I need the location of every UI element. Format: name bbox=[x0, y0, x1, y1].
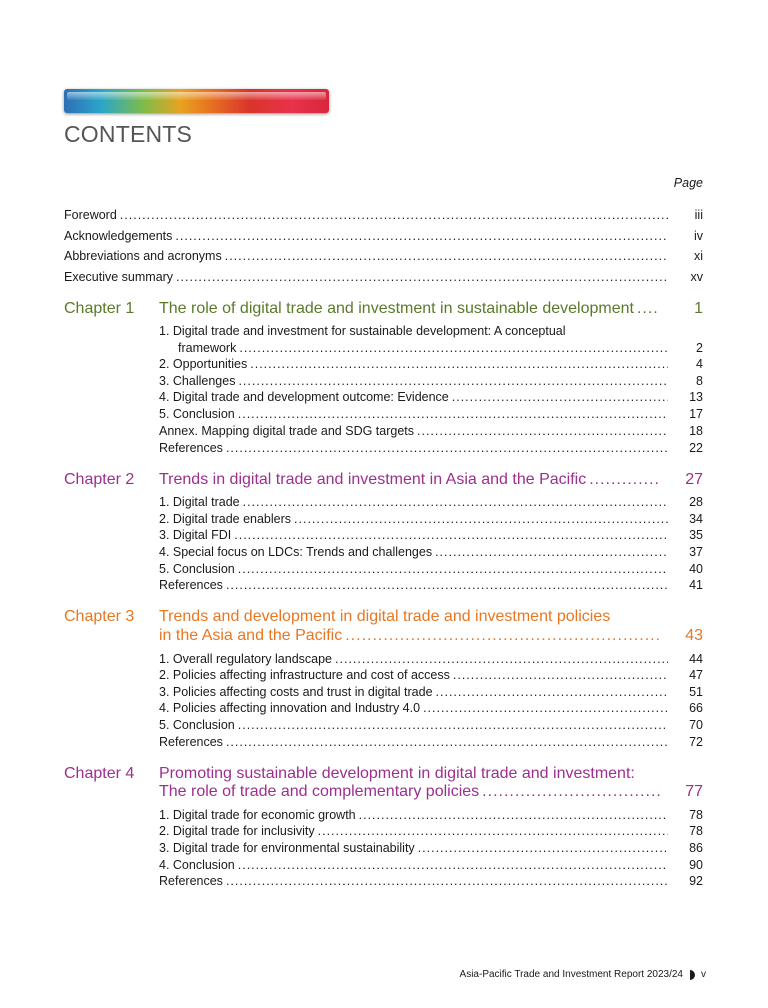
chapter-3-entry-2[interactable]: 2. Policies affecting infrastructure and cost of access ..... 47 bbox=[159, 667, 703, 683]
page-column-label: Page bbox=[673, 176, 703, 190]
chapter-3-entry-1[interactable]: 1. Overall regulatory landscape ..... 44 bbox=[159, 651, 703, 667]
chapter-1-entry-1[interactable]: framework ..... 2 bbox=[178, 340, 703, 356]
chapter-3-title-line1: Trends and development in digital trade and investment policies bbox=[159, 608, 611, 625]
page-footer bbox=[460, 969, 706, 980]
chapter-3-title[interactable]: in the Asia and the Pacific ..... 43 bbox=[159, 626, 703, 646]
chapter-4-title[interactable]: The role of trade and complementary policies ..... 77 bbox=[159, 782, 703, 802]
chapter-1-label: Chapter 1 bbox=[64, 300, 135, 317]
chapter-1-entry-3[interactable]: 3. Challenges ..... 8 bbox=[159, 373, 703, 389]
chapter-4-entry-4[interactable]: 4. Conclusion ..... 90 bbox=[159, 857, 703, 873]
footer-page-number: v bbox=[701, 969, 706, 980]
chapter-3-label: Chapter 3 bbox=[64, 608, 135, 625]
chapter-2-title[interactable]: Trends in digital trade and investment in Asia and the Pacific ..... 27 bbox=[159, 470, 703, 490]
toc-entry-executive-summary[interactable]: Executive summary ..... xv bbox=[64, 269, 703, 285]
chapter-4-entry-1[interactable]: 1. Digital trade for economic growth ..... 78 bbox=[159, 807, 703, 823]
chapter-4-entry-3[interactable]: 3. Digital trade for environmental sustainability ..... 86 bbox=[159, 840, 703, 856]
chapter-2-entry-3[interactable]: 3. Digital FDI ..... 35 bbox=[159, 527, 703, 543]
chapter-2-entry-4[interactable]: 4. Special focus on LDCs: Trends and challenges ..... 37 bbox=[159, 544, 703, 560]
chapter-4-entry-2[interactable]: 2. Digital trade for inclusivity ..... 78 bbox=[159, 823, 703, 839]
chapter-3-entry-4[interactable]: 4. Policies affecting innovation and Industry 4.0 ..... 66 bbox=[159, 700, 703, 716]
chapter-4-title-line1: Promoting sustainable development in digital trade and investment: bbox=[159, 765, 635, 782]
toc-entry-abbreviations[interactable]: Abbreviations and acronyms ..... xi bbox=[64, 248, 703, 264]
chapter-3-entry-3[interactable]: 3. Policies affecting costs and trust in digital trade ..... 51 bbox=[159, 684, 703, 700]
chapter-1-entry-annex[interactable]: Annex. Mapping digital trade and SDG targets ..... 18 bbox=[159, 423, 703, 439]
rainbow-header-bar bbox=[64, 89, 329, 113]
chapter-3-entry-references[interactable]: References ..... 72 bbox=[159, 734, 703, 750]
chapter-2-entry-2[interactable]: 2. Digital trade enablers ..... 34 bbox=[159, 511, 703, 527]
chapter-1-entry-4[interactable]: 4. Digital trade and development outcome: Evidence ..... 13 bbox=[159, 389, 703, 405]
chapter-3-entry-5[interactable]: 5. Conclusion ..... 70 bbox=[159, 717, 703, 733]
page-title: CONTENTS bbox=[64, 121, 193, 147]
chapter-1-entry-1-line1: 1. Digital trade and investment for sustainable development: A conceptual bbox=[159, 324, 566, 338]
toc-entry-acknowledgements[interactable]: Acknowledgements ..... iv bbox=[64, 228, 703, 244]
chapter-2-label: Chapter 2 bbox=[64, 471, 135, 488]
chapter-1-entry-2[interactable]: 2. Opportunities ..... 4 bbox=[159, 356, 703, 372]
footer-report-title: Asia-Pacific Trade and Investment Report 2023/24 bbox=[459, 969, 683, 980]
chapter-4-entry-references[interactable]: References ..... 92 bbox=[159, 873, 703, 889]
chapter-2-entry-references[interactable]: References ..... 41 bbox=[159, 577, 703, 593]
chapter-2-entry-5[interactable]: 5. Conclusion ..... 40 bbox=[159, 561, 703, 577]
toc-entry-foreword[interactable]: Foreword ..... iii bbox=[64, 207, 703, 223]
chapter-2-entry-1[interactable]: 1. Digital trade ..... 28 bbox=[159, 494, 703, 510]
chapter-4-label: Chapter 4 bbox=[64, 765, 135, 782]
chapter-1-entry-5[interactable]: 5. Conclusion ..... 17 bbox=[159, 406, 703, 422]
half-circle-icon bbox=[690, 970, 695, 980]
chapter-1-entry-references[interactable]: References ..... 22 bbox=[159, 440, 703, 456]
chapter-1-title[interactable]: The role of digital trade and investment in sustainable development ..... 1 bbox=[159, 299, 703, 319]
